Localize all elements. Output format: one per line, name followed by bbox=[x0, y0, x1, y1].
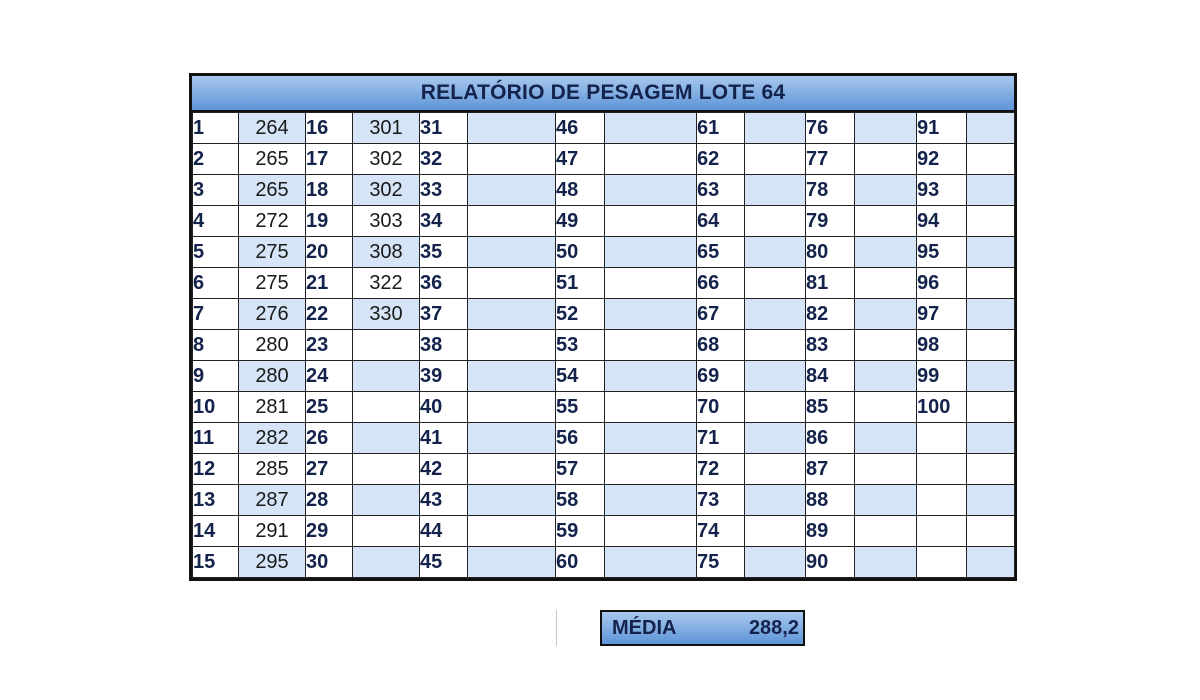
weight-value bbox=[967, 113, 1015, 144]
animal-number: 76 bbox=[806, 113, 855, 144]
weight-value bbox=[967, 392, 1015, 423]
animal-number: 1 bbox=[193, 113, 239, 144]
animal-number: 75 bbox=[697, 547, 745, 578]
weight-value bbox=[967, 454, 1015, 485]
weight-value bbox=[855, 485, 917, 516]
weight-value bbox=[605, 361, 697, 392]
animal-number: 19 bbox=[306, 206, 353, 237]
table-row bbox=[193, 547, 1015, 578]
weight-value: 295 bbox=[239, 547, 306, 578]
animal-number: 83 bbox=[806, 330, 855, 361]
animal-number: 89 bbox=[806, 516, 855, 547]
weight-value bbox=[605, 144, 697, 175]
animal-number: 64 bbox=[697, 206, 745, 237]
animal-number: 3 bbox=[193, 175, 239, 206]
table-row bbox=[193, 175, 1015, 206]
animal-number: 8 bbox=[193, 330, 239, 361]
animal-number: 59 bbox=[556, 516, 605, 547]
weight-value bbox=[468, 113, 556, 144]
animal-number bbox=[917, 423, 967, 454]
weight-value bbox=[855, 299, 917, 330]
table-row bbox=[193, 113, 1015, 144]
weight-value bbox=[353, 361, 420, 392]
table-row bbox=[193, 361, 1015, 392]
animal-number: 49 bbox=[556, 206, 605, 237]
animal-number: 71 bbox=[697, 423, 745, 454]
weight-value bbox=[468, 423, 556, 454]
animal-number: 36 bbox=[420, 268, 468, 299]
animal-number: 93 bbox=[917, 175, 967, 206]
weight-value bbox=[967, 547, 1015, 578]
weight-value bbox=[605, 547, 697, 578]
weight-value bbox=[353, 485, 420, 516]
weight-value bbox=[468, 547, 556, 578]
animal-number: 61 bbox=[697, 113, 745, 144]
animal-number: 17 bbox=[306, 144, 353, 175]
weight-value bbox=[855, 175, 917, 206]
animal-number: 67 bbox=[697, 299, 745, 330]
weight-value bbox=[605, 392, 697, 423]
animal-number: 31 bbox=[420, 113, 468, 144]
animal-number: 28 bbox=[306, 485, 353, 516]
animal-number: 98 bbox=[917, 330, 967, 361]
divider-line bbox=[556, 610, 557, 646]
animal-number: 72 bbox=[697, 454, 745, 485]
weight-value: 281 bbox=[239, 392, 306, 423]
animal-number: 22 bbox=[306, 299, 353, 330]
weight-value: 280 bbox=[239, 361, 306, 392]
animal-number: 63 bbox=[697, 175, 745, 206]
animal-number: 7 bbox=[193, 299, 239, 330]
weight-value bbox=[745, 392, 806, 423]
weight-value bbox=[353, 454, 420, 485]
animal-number: 73 bbox=[697, 485, 745, 516]
animal-number: 26 bbox=[306, 423, 353, 454]
weight-value bbox=[745, 113, 806, 144]
weight-value bbox=[855, 423, 917, 454]
weight-value bbox=[855, 144, 917, 175]
weight-value: 285 bbox=[239, 454, 306, 485]
weight-value bbox=[605, 268, 697, 299]
animal-number: 9 bbox=[193, 361, 239, 392]
table-row bbox=[193, 299, 1015, 330]
weight-value: 282 bbox=[239, 423, 306, 454]
table-row bbox=[193, 485, 1015, 516]
animal-number: 86 bbox=[806, 423, 855, 454]
weight-value: 287 bbox=[239, 485, 306, 516]
animal-number: 91 bbox=[917, 113, 967, 144]
weight-value: 322 bbox=[353, 268, 420, 299]
weight-value bbox=[745, 206, 806, 237]
animal-number: 80 bbox=[806, 237, 855, 268]
weight-value: 280 bbox=[239, 330, 306, 361]
animal-number: 60 bbox=[556, 547, 605, 578]
weight-grid bbox=[192, 112, 1015, 578]
animal-number: 68 bbox=[697, 330, 745, 361]
weight-value: 308 bbox=[353, 237, 420, 268]
weight-value bbox=[967, 237, 1015, 268]
animal-number: 30 bbox=[306, 547, 353, 578]
weight-value bbox=[745, 268, 806, 299]
weight-value bbox=[745, 175, 806, 206]
animal-number: 24 bbox=[306, 361, 353, 392]
weight-value: 302 bbox=[353, 144, 420, 175]
animal-number: 41 bbox=[420, 423, 468, 454]
table-row bbox=[193, 454, 1015, 485]
weight-value bbox=[605, 206, 697, 237]
animal-number: 6 bbox=[193, 268, 239, 299]
weight-value bbox=[353, 330, 420, 361]
weight-value bbox=[353, 516, 420, 547]
weight-value bbox=[468, 206, 556, 237]
animal-number: 46 bbox=[556, 113, 605, 144]
weight-value: 275 bbox=[239, 237, 306, 268]
weight-value bbox=[468, 485, 556, 516]
animal-number: 38 bbox=[420, 330, 468, 361]
animal-number: 34 bbox=[420, 206, 468, 237]
animal-number: 32 bbox=[420, 144, 468, 175]
animal-number: 94 bbox=[917, 206, 967, 237]
animal-number: 11 bbox=[193, 423, 239, 454]
animal-number: 70 bbox=[697, 392, 745, 423]
animal-number: 18 bbox=[306, 175, 353, 206]
table-row bbox=[193, 516, 1015, 547]
weight-value bbox=[605, 237, 697, 268]
weight-value bbox=[353, 547, 420, 578]
weight-value bbox=[605, 423, 697, 454]
animal-number: 81 bbox=[806, 268, 855, 299]
animal-number: 79 bbox=[806, 206, 855, 237]
weight-value bbox=[605, 516, 697, 547]
animal-number: 13 bbox=[193, 485, 239, 516]
weight-value bbox=[353, 392, 420, 423]
animal-number: 54 bbox=[556, 361, 605, 392]
animal-number: 12 bbox=[193, 454, 239, 485]
animal-number: 14 bbox=[193, 516, 239, 547]
animal-number: 27 bbox=[306, 454, 353, 485]
table-row bbox=[193, 144, 1015, 175]
animal-number: 21 bbox=[306, 268, 353, 299]
animal-number: 90 bbox=[806, 547, 855, 578]
animal-number: 40 bbox=[420, 392, 468, 423]
weight-value: 291 bbox=[239, 516, 306, 547]
animal-number: 82 bbox=[806, 299, 855, 330]
animal-number: 77 bbox=[806, 144, 855, 175]
animal-number: 44 bbox=[420, 516, 468, 547]
weight-value bbox=[855, 392, 917, 423]
weight-value: 303 bbox=[353, 206, 420, 237]
animal-number: 33 bbox=[420, 175, 468, 206]
average-label: MÉDIA bbox=[612, 617, 677, 639]
weight-value bbox=[967, 144, 1015, 175]
weight-value bbox=[745, 485, 806, 516]
weight-value bbox=[855, 547, 917, 578]
animal-number: 56 bbox=[556, 423, 605, 454]
weight-value bbox=[468, 299, 556, 330]
animal-number: 42 bbox=[420, 454, 468, 485]
animal-number: 39 bbox=[420, 361, 468, 392]
animal-number: 92 bbox=[917, 144, 967, 175]
weight-value bbox=[745, 547, 806, 578]
animal-number: 47 bbox=[556, 144, 605, 175]
weight-value bbox=[967, 485, 1015, 516]
weight-value: 330 bbox=[353, 299, 420, 330]
weight-value: 275 bbox=[239, 268, 306, 299]
weight-value bbox=[967, 299, 1015, 330]
animal-number: 2 bbox=[193, 144, 239, 175]
weight-value: 272 bbox=[239, 206, 306, 237]
table-row bbox=[193, 268, 1015, 299]
animal-number: 51 bbox=[556, 268, 605, 299]
weight-value bbox=[855, 330, 917, 361]
weight-value bbox=[468, 361, 556, 392]
weight-value bbox=[745, 299, 806, 330]
weighing-report-table bbox=[189, 73, 1017, 581]
animal-number bbox=[917, 454, 967, 485]
weight-value bbox=[353, 423, 420, 454]
weight-value bbox=[468, 516, 556, 547]
weight-value bbox=[967, 206, 1015, 237]
weight-value bbox=[745, 454, 806, 485]
weight-value bbox=[605, 485, 697, 516]
weight-value bbox=[855, 206, 917, 237]
weight-value: 264 bbox=[239, 113, 306, 144]
weight-value bbox=[967, 175, 1015, 206]
weight-value: 265 bbox=[239, 175, 306, 206]
weight-value bbox=[855, 268, 917, 299]
table-row bbox=[193, 392, 1015, 423]
weight-value bbox=[468, 454, 556, 485]
weight-value bbox=[605, 330, 697, 361]
weight-value bbox=[967, 516, 1015, 547]
table-row bbox=[193, 237, 1015, 268]
animal-number: 16 bbox=[306, 113, 353, 144]
animal-number: 48 bbox=[556, 175, 605, 206]
animal-number: 84 bbox=[806, 361, 855, 392]
animal-number: 53 bbox=[556, 330, 605, 361]
weight-value bbox=[745, 423, 806, 454]
animal-number: 43 bbox=[420, 485, 468, 516]
animal-number: 37 bbox=[420, 299, 468, 330]
weight-value: 302 bbox=[353, 175, 420, 206]
animal-number: 52 bbox=[556, 299, 605, 330]
average-value: 288,2 bbox=[748, 617, 799, 639]
weight-value bbox=[745, 144, 806, 175]
animal-number: 62 bbox=[697, 144, 745, 175]
weight-value bbox=[967, 330, 1015, 361]
animal-number: 35 bbox=[420, 237, 468, 268]
weight-value bbox=[855, 237, 917, 268]
weight-value bbox=[967, 423, 1015, 454]
animal-number: 65 bbox=[697, 237, 745, 268]
weight-value bbox=[967, 361, 1015, 392]
weight-value bbox=[468, 237, 556, 268]
weight-value bbox=[745, 516, 806, 547]
weight-value bbox=[605, 113, 697, 144]
average-box bbox=[600, 610, 805, 646]
weight-value bbox=[745, 361, 806, 392]
animal-number: 5 bbox=[193, 237, 239, 268]
weight-value bbox=[855, 113, 917, 144]
weight-value bbox=[468, 268, 556, 299]
animal-number: 55 bbox=[556, 392, 605, 423]
animal-number: 20 bbox=[306, 237, 353, 268]
animal-number bbox=[917, 516, 967, 547]
weight-value bbox=[745, 330, 806, 361]
animal-number: 10 bbox=[193, 392, 239, 423]
weight-value bbox=[605, 175, 697, 206]
weight-value bbox=[855, 361, 917, 392]
weight-value bbox=[855, 454, 917, 485]
weight-value bbox=[468, 392, 556, 423]
animal-number: 50 bbox=[556, 237, 605, 268]
table-row bbox=[193, 206, 1015, 237]
animal-number: 4 bbox=[193, 206, 239, 237]
weight-value bbox=[745, 237, 806, 268]
weight-value bbox=[468, 330, 556, 361]
weight-value: 265 bbox=[239, 144, 306, 175]
animal-number: 87 bbox=[806, 454, 855, 485]
weight-value bbox=[468, 175, 556, 206]
animal-number: 78 bbox=[806, 175, 855, 206]
table-row bbox=[193, 423, 1015, 454]
animal-number: 66 bbox=[697, 268, 745, 299]
weight-value bbox=[468, 144, 556, 175]
animal-number: 85 bbox=[806, 392, 855, 423]
animal-number: 29 bbox=[306, 516, 353, 547]
animal-number: 74 bbox=[697, 516, 745, 547]
report-title: RELATÓRIO DE PESAGEM LOTE 64 bbox=[192, 76, 1014, 112]
animal-number: 96 bbox=[917, 268, 967, 299]
table-row bbox=[193, 330, 1015, 361]
weight-value: 301 bbox=[353, 113, 420, 144]
animal-number: 97 bbox=[917, 299, 967, 330]
animal-number: 88 bbox=[806, 485, 855, 516]
animal-number bbox=[917, 547, 967, 578]
animal-number: 15 bbox=[193, 547, 239, 578]
weight-value bbox=[605, 299, 697, 330]
weight-value bbox=[605, 454, 697, 485]
weight-value: 276 bbox=[239, 299, 306, 330]
animal-number: 95 bbox=[917, 237, 967, 268]
weight-value bbox=[855, 516, 917, 547]
animal-number: 99 bbox=[917, 361, 967, 392]
animal-number: 23 bbox=[306, 330, 353, 361]
animal-number bbox=[917, 485, 967, 516]
animal-number: 58 bbox=[556, 485, 605, 516]
animal-number: 69 bbox=[697, 361, 745, 392]
animal-number: 45 bbox=[420, 547, 468, 578]
animal-number: 25 bbox=[306, 392, 353, 423]
weight-value bbox=[967, 268, 1015, 299]
animal-number: 100 bbox=[917, 392, 967, 423]
animal-number: 57 bbox=[556, 454, 605, 485]
